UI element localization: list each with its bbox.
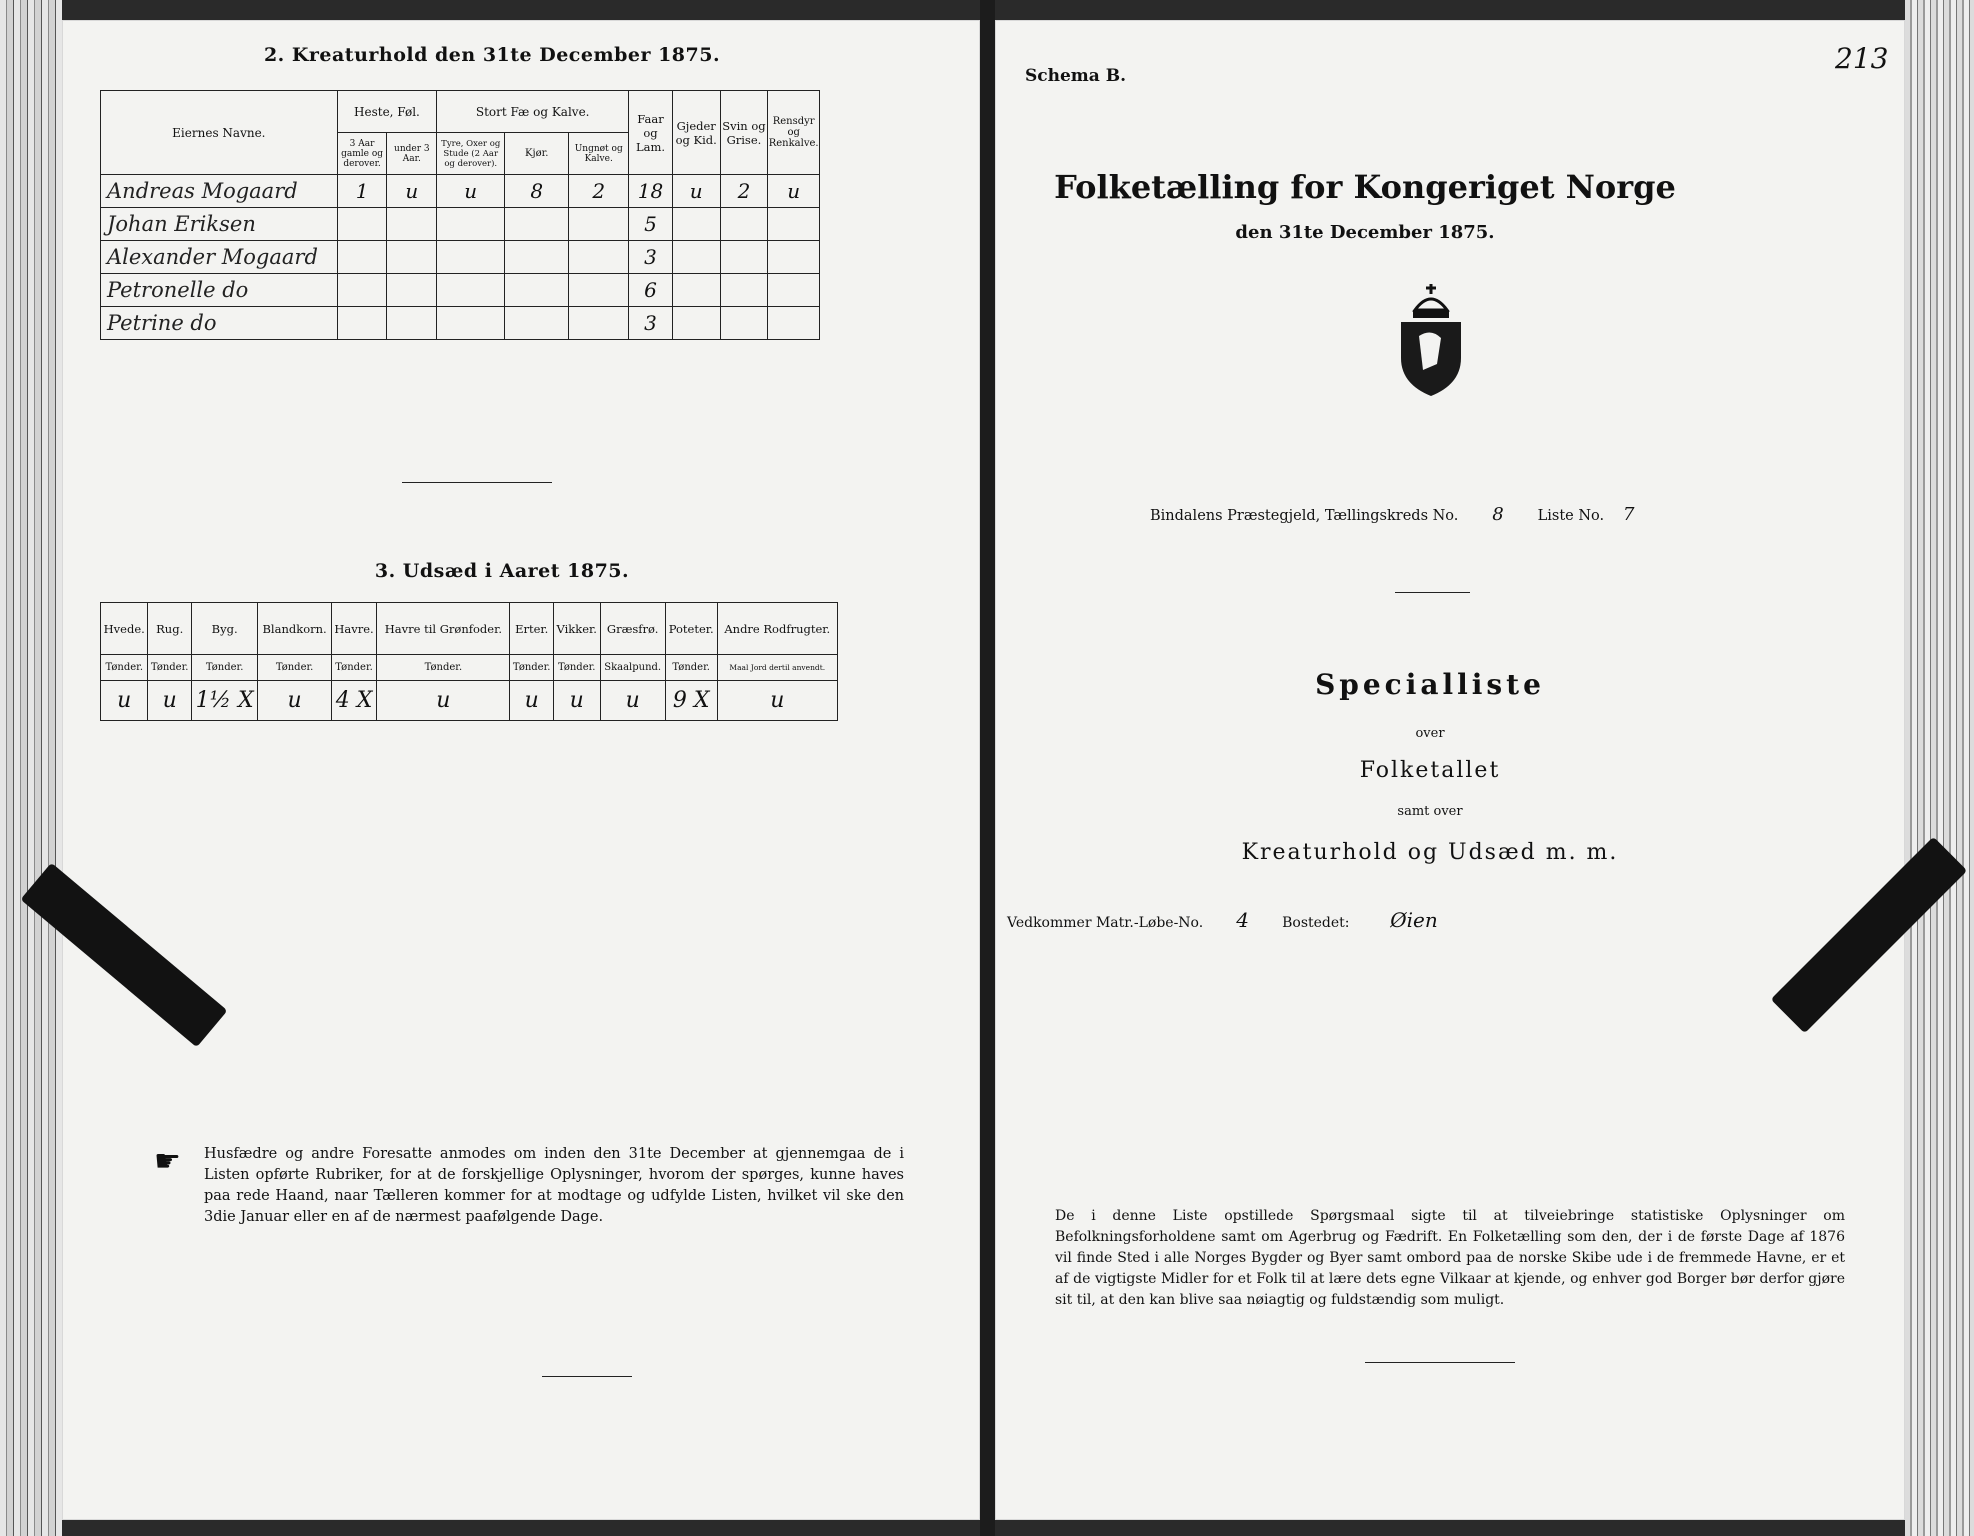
livestock-cell: 6: [629, 274, 673, 307]
parish-label: Bindalens Præstegjeld,: [1150, 508, 1321, 524]
livestock-cell: [569, 241, 629, 274]
cows-header: Kjør.: [505, 133, 569, 175]
owner-name: Andreas Mogaard: [101, 175, 338, 208]
livestock-cell: [337, 208, 387, 241]
livestock-cell: [768, 241, 820, 274]
crop-unit: Tønder.: [553, 655, 600, 681]
count-district-label: Tællingskreds No.: [1324, 508, 1459, 524]
matr-value: 4: [1236, 908, 1250, 932]
footer-text: De i denne Liste opstillede Spørgsmaal sigte til at tilveiebringe statistiske Oplysninger om Befolkningsforholdene samt om Agerbrug og Fædrift. En Folketælling som den, der i de første Dage af 1876 vil finde Sted i alle Norges Bygder og Byer samt ombord paa de norske Skibe ude i de fremmede Havne, er et af de vigtigste Midler for et Folk til at lære dets egne Vilkaar at kjende, og enhver god Borger bør derfor gjøre sit til, at den kan blive saa nøiagtig og fuldstændig som muligt.: [1055, 1208, 1845, 1308]
owner-name: Johan Eriksen: [101, 208, 338, 241]
census-date: den 31te December 1875.: [1235, 222, 1495, 243]
crop-value: u: [377, 681, 510, 721]
divider-4: [1365, 1362, 1515, 1363]
notice-text: Husfædre og andre Foresatte anmodes om inden den 31te December at gjennemgaa de i Listen opførte Rubriker, for at de forskjellige Oplysninger, hvorom der spørges, kunne haves paa rede Haand, naar Tælleren kommer for at modtage og udfylde Listen, hvilket vil ske den 3die Januar eller en af de nærmest paafølgende Dage.: [204, 1146, 904, 1225]
divider-1: [402, 482, 552, 483]
list-value: 7: [1623, 504, 1635, 525]
livestock-row: [101, 274, 820, 307]
sowing-table: [100, 602, 838, 721]
crop-header: Andre Rodfrugter.: [717, 603, 837, 655]
owner-name: Petrine do: [101, 307, 338, 340]
divider-3: [1395, 592, 1470, 593]
crop-unit: Maal Jord dertil anvendt.: [717, 655, 837, 681]
crop-unit: Skaalpund.: [600, 655, 665, 681]
livestock-cell: 3: [629, 307, 673, 340]
crop-header: Rug.: [148, 603, 191, 655]
pointing-hand-icon: ☛: [154, 1144, 181, 1179]
crop-header: Græsfrø.: [600, 603, 665, 655]
livestock-cell: u: [672, 175, 720, 208]
livestock-row: [101, 208, 820, 241]
crop-value: 1½ X: [191, 681, 257, 721]
livestock-cell: u: [387, 175, 437, 208]
crop-unit: Tønder.: [101, 655, 148, 681]
samt-over-text: samt over: [1397, 804, 1463, 819]
livestock-cell: u: [768, 175, 820, 208]
folketallet-text: Folketallet: [1359, 758, 1501, 783]
crop-value: u: [717, 681, 837, 721]
livestock-cell: [720, 208, 768, 241]
livestock-cell: [505, 274, 569, 307]
livestock-cell: [505, 307, 569, 340]
horses-old-header: 3 Aar gamle og derover.: [337, 133, 387, 175]
crop-header: Havre til Grønfoder.: [377, 603, 510, 655]
calves-header: Ungnøt og Kalve.: [569, 133, 629, 175]
livestock-cell: [768, 208, 820, 241]
crop-unit: Tønder.: [258, 655, 331, 681]
crop-value: 9 X: [665, 681, 717, 721]
livestock-cell: 18: [629, 175, 673, 208]
crop-value: u: [101, 681, 148, 721]
livestock-cell: 3: [629, 241, 673, 274]
norwegian-coat-of-arms-icon: [1393, 278, 1469, 398]
crop-unit: Tønder.: [665, 655, 717, 681]
crop-value: u: [553, 681, 600, 721]
livestock-cell: [387, 208, 437, 241]
pigs-header: Svin og Grise.: [720, 91, 768, 175]
livestock-cell: u: [437, 175, 505, 208]
crop-header: Blandkorn.: [258, 603, 331, 655]
cattle-group-header: Stort Fæ og Kalve.: [437, 91, 629, 133]
livestock-cell: [387, 307, 437, 340]
livestock-cell: [569, 208, 629, 241]
livestock-cell: [720, 274, 768, 307]
livestock-cell: [437, 307, 505, 340]
livestock-cell: [337, 241, 387, 274]
owner-name: Petronelle do: [101, 274, 338, 307]
livestock-cell: [387, 274, 437, 307]
livestock-cell: [505, 208, 569, 241]
crop-value: u: [258, 681, 331, 721]
livestock-row: [101, 175, 820, 208]
livestock-cell: [768, 307, 820, 340]
livestock-cell: [720, 307, 768, 340]
divider-2: [542, 1376, 632, 1377]
livestock-cell: [672, 241, 720, 274]
count-district-value: 8: [1492, 504, 1504, 525]
livestock-cell: 2: [569, 175, 629, 208]
livestock-cell: [672, 208, 720, 241]
matr-line: [1007, 908, 1474, 932]
livestock-cell: [437, 208, 505, 241]
horses-young-header: under 3 Aar.: [387, 133, 437, 175]
kreaturhold-text: Kreaturhold og Udsæd m. m.: [1241, 840, 1619, 865]
right-page: [995, 20, 1905, 1520]
bostedet-value: Øien: [1390, 908, 1438, 932]
livestock-cell: [505, 241, 569, 274]
crop-unit: Tønder.: [377, 655, 510, 681]
crop-header: Poteter.: [665, 603, 717, 655]
book-edge-right: [1905, 0, 1974, 1536]
crop-unit: Tønder.: [510, 655, 553, 681]
livestock-cell: [768, 274, 820, 307]
district-line: [1150, 504, 1649, 525]
book-gutter: [980, 0, 995, 1536]
crop-value: u: [600, 681, 665, 721]
matr-label: Vedkommer Matr.-Løbe-No.: [1007, 915, 1204, 931]
crop-unit: Tønder.: [331, 655, 376, 681]
livestock-cell: [569, 274, 629, 307]
owner-header: Eiernes Navne.: [101, 91, 338, 175]
horses-group-header: Heste, Føl.: [337, 91, 437, 133]
crop-value: u: [510, 681, 553, 721]
goats-header: Gjeder og Kid.: [672, 91, 720, 175]
livestock-cell: [720, 241, 768, 274]
crop-header: Hvede.: [101, 603, 148, 655]
livestock-cell: [387, 241, 437, 274]
section3-heading: 3. Udsæd i Aaret 1875.: [374, 560, 630, 582]
specialliste-title: Specialliste: [1315, 668, 1545, 701]
reindeer-header: Rensdyr og Renkalve.: [768, 91, 820, 175]
livestock-cell: 2: [720, 175, 768, 208]
livestock-cell: [437, 274, 505, 307]
crop-value: 4 X: [331, 681, 376, 721]
list-label: Liste No.: [1537, 508, 1605, 524]
bulls-header: Tyre, Oxer og Stude (2 Aar og derover).: [437, 133, 505, 175]
book-edge-left: [0, 0, 62, 1536]
livestock-row: [101, 307, 820, 340]
livestock-cell: [569, 307, 629, 340]
livestock-cell: [337, 274, 387, 307]
livestock-cell: [337, 307, 387, 340]
crop-value: u: [148, 681, 191, 721]
livestock-cell: 1: [337, 175, 387, 208]
bostedet-label: Bostedet:: [1282, 915, 1350, 931]
crop-header: Havre.: [331, 603, 376, 655]
page-number: 213: [1835, 42, 1889, 75]
crop-header: Byg.: [191, 603, 257, 655]
crop-unit: Tønder.: [191, 655, 257, 681]
livestock-cell: [672, 307, 720, 340]
crop-header: Vikker.: [553, 603, 600, 655]
crop-header: Erter.: [510, 603, 553, 655]
over-text-1: over: [1415, 726, 1445, 741]
owner-name: Alexander Mogaard: [101, 241, 338, 274]
sheep-header: Faar og Lam.: [629, 91, 673, 175]
livestock-cell: 5: [629, 208, 673, 241]
livestock-cell: [437, 241, 505, 274]
schema-label: Schema B.: [1025, 66, 1127, 86]
left-page: [62, 20, 980, 1520]
crop-unit: Tønder.: [148, 655, 191, 681]
census-title: Folketælling for Kongeriget Norge: [1054, 168, 1676, 206]
section2-heading: 2. Kreaturhold den 31te December 1875.: [263, 44, 721, 66]
livestock-cell: [672, 274, 720, 307]
livestock-cell: 8: [505, 175, 569, 208]
livestock-row: [101, 241, 820, 274]
livestock-table: [100, 90, 820, 340]
